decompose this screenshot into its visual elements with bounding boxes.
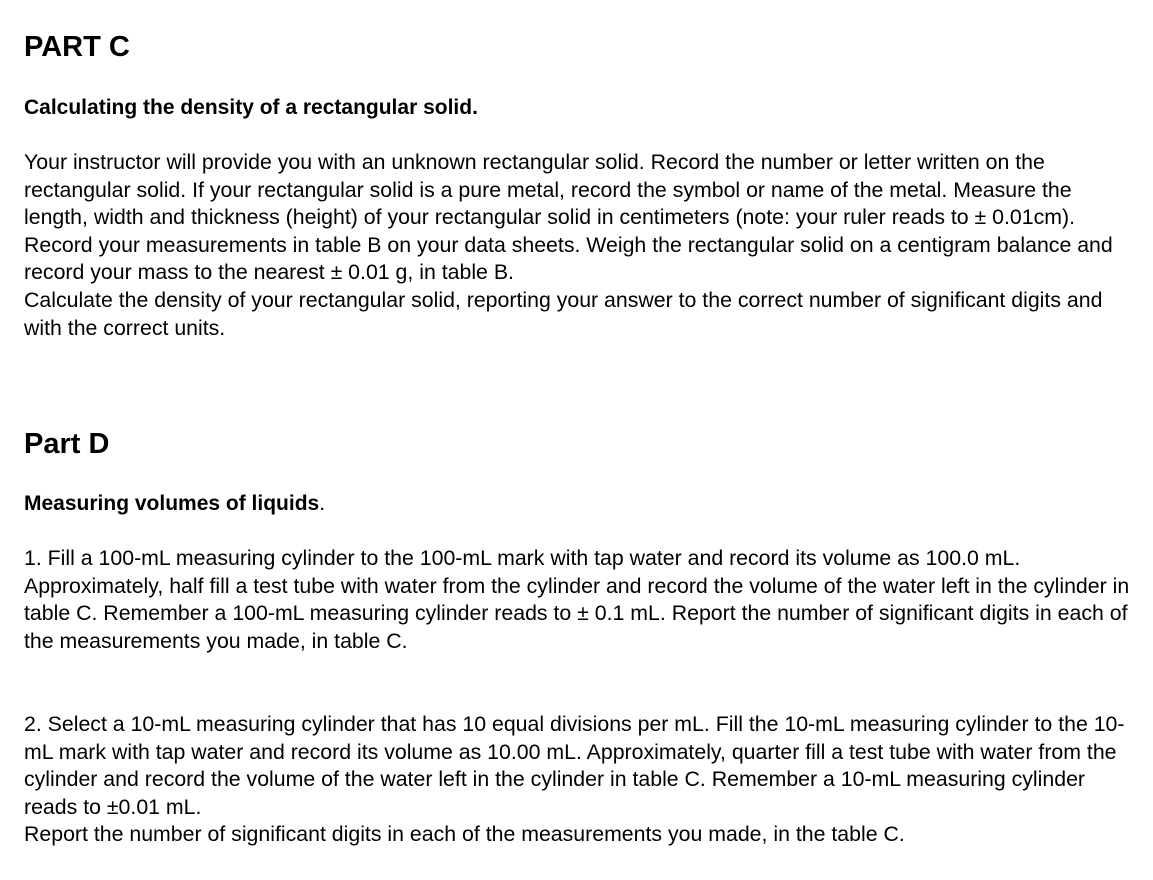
part-d-subheading-period: . bbox=[319, 492, 326, 515]
part-d-step-2-block bbox=[24, 711, 1134, 849]
part-c-subheading: Calculating the density of a rectangular solid. bbox=[24, 96, 478, 119]
part-d-subheading bbox=[24, 491, 325, 517]
part-c-paragraph-1: Your instructor will provide you with an unknown rectangular solid. Record the number or letter written on the rectangular solid. If your rectangular solid is a pure metal, record the symbol or name of the metal. Measure the length, width and thickness (height) of your rectangular solid in centimeters (note: your ruler reads to ± 0.01cm). Record your measurements in table B on your data sheets. Weigh the rectangular solid on a centigram balance and record your mass to the nearest ± 0.01 g, in table B. bbox=[24, 150, 1113, 285]
part-d-subheading-text: Measuring volumes of liquids bbox=[24, 492, 320, 515]
part-d-step-2: 2. Select a 10-mL measuring cylinder that has 10 equal divisions per mL. Fill the 10-mL measuring cylinder to the 10-mL mark with tap water and record its volume as 10.00 mL. Approximately, quarter fill a test tube with water from the cylinder and record the volume of the water left in the cylinder in table C. Remember a 10-mL measuring cylinder reads to ±0.01 mL. bbox=[24, 712, 1125, 819]
part-c-body bbox=[24, 149, 1134, 342]
part-d-step-1: 1. Fill a 100-mL measuring cylinder to the 100-mL mark with tap water and record its volume as 100.0 mL. Approximately, half fill a test tube with water from the cylinder and record the volume of the water left in the cylinder in table C. Remember a 100-mL measuring cylinder reads to ± 0.1 mL. Report the number of significant digits in each of the measurements you made, in table C. bbox=[24, 546, 1130, 653]
part-d-heading: Part D bbox=[24, 428, 110, 460]
part-d-step-2-report: Report the number of significant digits in each of the measurements you made, in the table C. bbox=[24, 822, 905, 847]
part-c-heading: PART C bbox=[24, 31, 130, 63]
part-c-paragraph-2: Calculate the density of your rectangular solid, reporting your answer to the correct number of significant digits and with the correct units. bbox=[24, 287, 1103, 340]
